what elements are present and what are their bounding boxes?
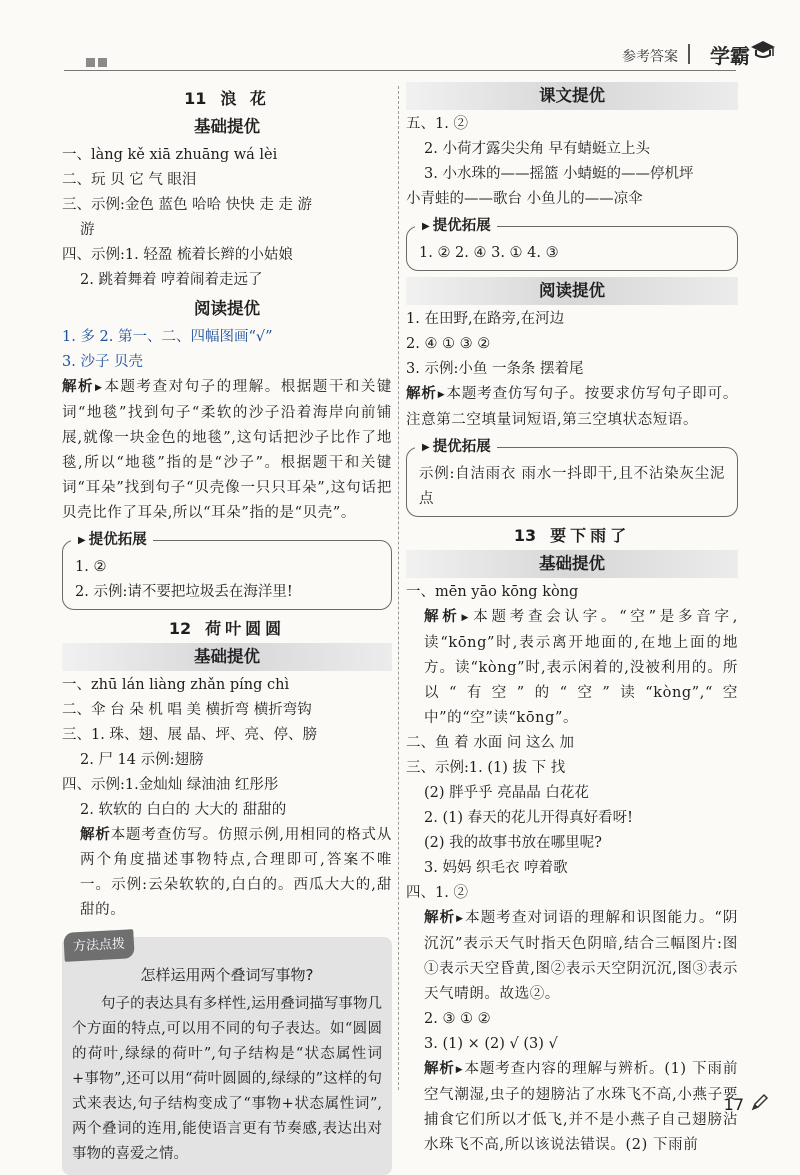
answer-label: 参考答案	[622, 49, 678, 65]
section-basic-13: 基础提优	[406, 550, 738, 578]
answer-line: 四、示例:1.金灿灿 绿油油 红彤彤	[62, 777, 279, 793]
answer-line: 一、mēn yāo kōng kòng	[406, 584, 579, 600]
right-column	[406, 80, 738, 1158]
analysis-paragraph: 解析▶本题考查对句子的理解。根据题干和关键词“地毯”找到句子“柔软的沙子沿着海岸向前铺展,就像一块金色的地毯”,这句话把沙子比作了地毯,所以“地毯”指的是“沙子”。根据题干和关键词“耳朵”找到句子“贝壳像一只只耳朵”,这句话把贝壳比作了耳朵,所以“耳朵”指的是“贝壳”。	[62, 379, 392, 521]
section-basic-12: 基础提优	[62, 643, 392, 671]
triangle-icon: ▶	[455, 1065, 464, 1075]
header-square	[86, 58, 95, 67]
lesson-12-title: 12 荷叶圆圆	[168, 619, 286, 638]
answer-line: 3. 示例:小鱼 一条条 摆着尾	[406, 361, 584, 377]
analysis-tag: 解析	[62, 379, 95, 395]
answer-line: 2. 小荷才露尖尖角 早有蜻蜓立上头	[424, 141, 651, 157]
analysis-paragraph: 解析▶本题考查会认字。“空”是多音字,读“kōng”时,表示离开地面的,在地上面的地方。读“kòng”时,表示闲着的,没被利用的。所以“有空”的“空”读“kòng”,“空中”的“空”读“kōng”。	[424, 609, 739, 726]
answer-line: 三、示例:金色 蓝色 哈哈 快快 走 走 游	[62, 197, 313, 213]
answer-line: (2) 我的故事书放在哪里呢?	[424, 835, 602, 851]
pencil-icon	[750, 1092, 770, 1112]
extend-box	[62, 532, 392, 610]
column-divider	[398, 86, 399, 1090]
answer-line: 3. (1) × (2) √ (3) √	[424, 1036, 558, 1052]
answer-line: 三、1. 珠、翅、展 晶、坪、亮、停、膀	[62, 727, 318, 743]
analysis-paragraph: 解析▶本题考查内容的理解与辨析。(1) 下雨前空气潮湿,虫子的翅膀沾了水珠飞不高,小燕子要捕食它们所以才低飞,并不是小燕子自己翅膀沾水珠飞不高,所以该说法错误。(2) 下雨前	[424, 1061, 738, 1153]
answer-line: 1. 在田野,在路旁,在河边	[406, 311, 565, 327]
method-title: 怎样运用两个叠词写事物?	[140, 966, 314, 984]
answer-line: 3. 沙子 贝壳	[62, 354, 144, 370]
section-basic: 基础提优	[194, 117, 260, 136]
left-column	[62, 80, 392, 1175]
triangle-icon: ▶	[78, 535, 86, 546]
extend-box	[406, 439, 738, 517]
analysis-paragraph: 解析▶本题考查对词语的理解和识图能力。“阴沉沉”表示天气时指天色阴暗,结合三幅图片:图①表示天空昏黄,图②表示天空阴沉沉,图③表示天气晴朗。故选②。	[424, 910, 738, 1002]
header-separator	[688, 44, 690, 64]
triangle-icon: ▶	[422, 442, 430, 453]
analysis-tag: 解析	[406, 386, 437, 402]
lesson-13-title: 13 要下雨了	[513, 526, 631, 545]
analysis-tag: 解析	[80, 827, 111, 843]
answer-line: 游	[80, 222, 95, 238]
answer-line: 二、鱼 着 水面 问 这么 加	[406, 735, 575, 751]
analysis-paragraph: 解析▶本题考查仿写句子。按要求仿写句子即可。注意第二空填量词短语,第三空填状态短语。	[406, 386, 738, 428]
answer-line: 2. ④ ① ③ ②	[406, 336, 491, 352]
lesson-11-title: 11 浪 花	[184, 89, 270, 108]
page-number: 17	[723, 1095, 744, 1114]
answer-line: 1. 多 2. 第一、二、四幅图画“√”	[62, 329, 273, 345]
answer-line: (2) 胖乎乎 亮晶晶 白花花	[424, 785, 589, 801]
answer-line: 3. 小水珠的——摇篮 小蜻蜓的——停机坪	[424, 166, 694, 182]
section-text: 课文提优	[406, 82, 738, 110]
answer-line: 2. 软软的 白白的 大大的 甜甜的	[80, 802, 287, 818]
answer-line: 示例:自洁雨衣 雨水一抖即干,且不沾染灰尘泥点	[419, 466, 725, 507]
section-reading: 阅读提优	[194, 299, 260, 318]
triangle-icon: ▶	[456, 914, 465, 924]
analysis-tag: 解析	[424, 910, 456, 926]
analysis-tag: 解析	[424, 609, 461, 625]
header-rule	[64, 70, 736, 71]
answer-line: 3. 妈妈 织毛衣 哼着歌	[424, 860, 568, 876]
analysis-paragraph: 解析本题考查仿写。仿照示例,用相同的格式从两个角度描述事物特点,合理即可,答案不唯一。示例:云朵软软的,白白的。西瓜大大的,甜甜的。	[80, 827, 392, 918]
triangle-icon: ▶	[422, 221, 430, 232]
answer-line: 四、1. ②	[406, 885, 468, 901]
extend-box	[406, 218, 738, 271]
answer-line: 1. ②	[75, 559, 107, 575]
method-badge: 方法点拨	[63, 929, 134, 962]
triangle-icon: ▶	[437, 390, 446, 400]
answer-line: 小青蛙的——歌台 小鱼儿的——凉伞	[406, 191, 643, 207]
section-reading: 阅读提优	[406, 277, 738, 305]
answer-line: 三、示例:1. (1) 拔 下 找	[406, 760, 566, 776]
answer-line: 2. 跳着舞着 哼着闹着走远了	[80, 272, 263, 288]
answer-line: 二、玩 贝 它 气 眼泪	[62, 172, 197, 188]
answer-line: 2. (1) 春天的花儿开得真好看呀!	[424, 810, 633, 826]
analysis-tag: 解析	[424, 1061, 455, 1077]
triangle-icon: ▶	[95, 383, 104, 393]
answer-line: 1. ② 2. ④ 3. ① 4. ③	[419, 245, 559, 261]
answer-line: 2. 尸 14 示例:翅膀	[80, 752, 204, 768]
answer-line: 二、伞 台 朵 机 唱 美 横折弯 横折弯钩	[62, 702, 312, 718]
header-square	[98, 58, 107, 67]
extend-box-title: ▶ 提优拓展	[71, 529, 153, 552]
answer-line: 四、示例:1. 轻盈 梳着长辫的小姑娘	[62, 247, 293, 263]
graduation-cap-icon	[750, 38, 776, 62]
answer-line: 五、1. ②	[406, 116, 468, 132]
method-text: 句子的表达具有多样性,运用叠词描写事物几个方面的特点,可以用不同的句子表达。如“圆圆的荷叶,绿绿的荷叶”,句子结构是“状态属性词+事物”,还可以用“荷叶圆圆的,绿绿的”这样的句式来表达,句子结构变成了“事物+状态属性词”,两个叠词的连用,能使语言更有节奏感,表达出对事物的喜爱之情。	[72, 996, 382, 1162]
answer-line: 2. ③ ① ②	[424, 1011, 491, 1027]
triangle-icon: ▶	[461, 613, 473, 623]
answer-line: 一、làng kě xiā zhuāng wá lèi	[62, 147, 278, 163]
answer-line: 一、zhū lán liàng zhǎn píng chì	[62, 677, 290, 693]
brand-logo: 学霸	[710, 44, 750, 68]
answer-line: 2. 示例:请不要把垃圾丢在海洋里!	[75, 584, 293, 600]
page-header	[0, 0, 800, 72]
extend-box-title: ▶ 提优拓展	[415, 436, 497, 459]
method-tip-box	[62, 937, 392, 1175]
extend-box-title: ▶ 提优拓展	[415, 215, 497, 238]
